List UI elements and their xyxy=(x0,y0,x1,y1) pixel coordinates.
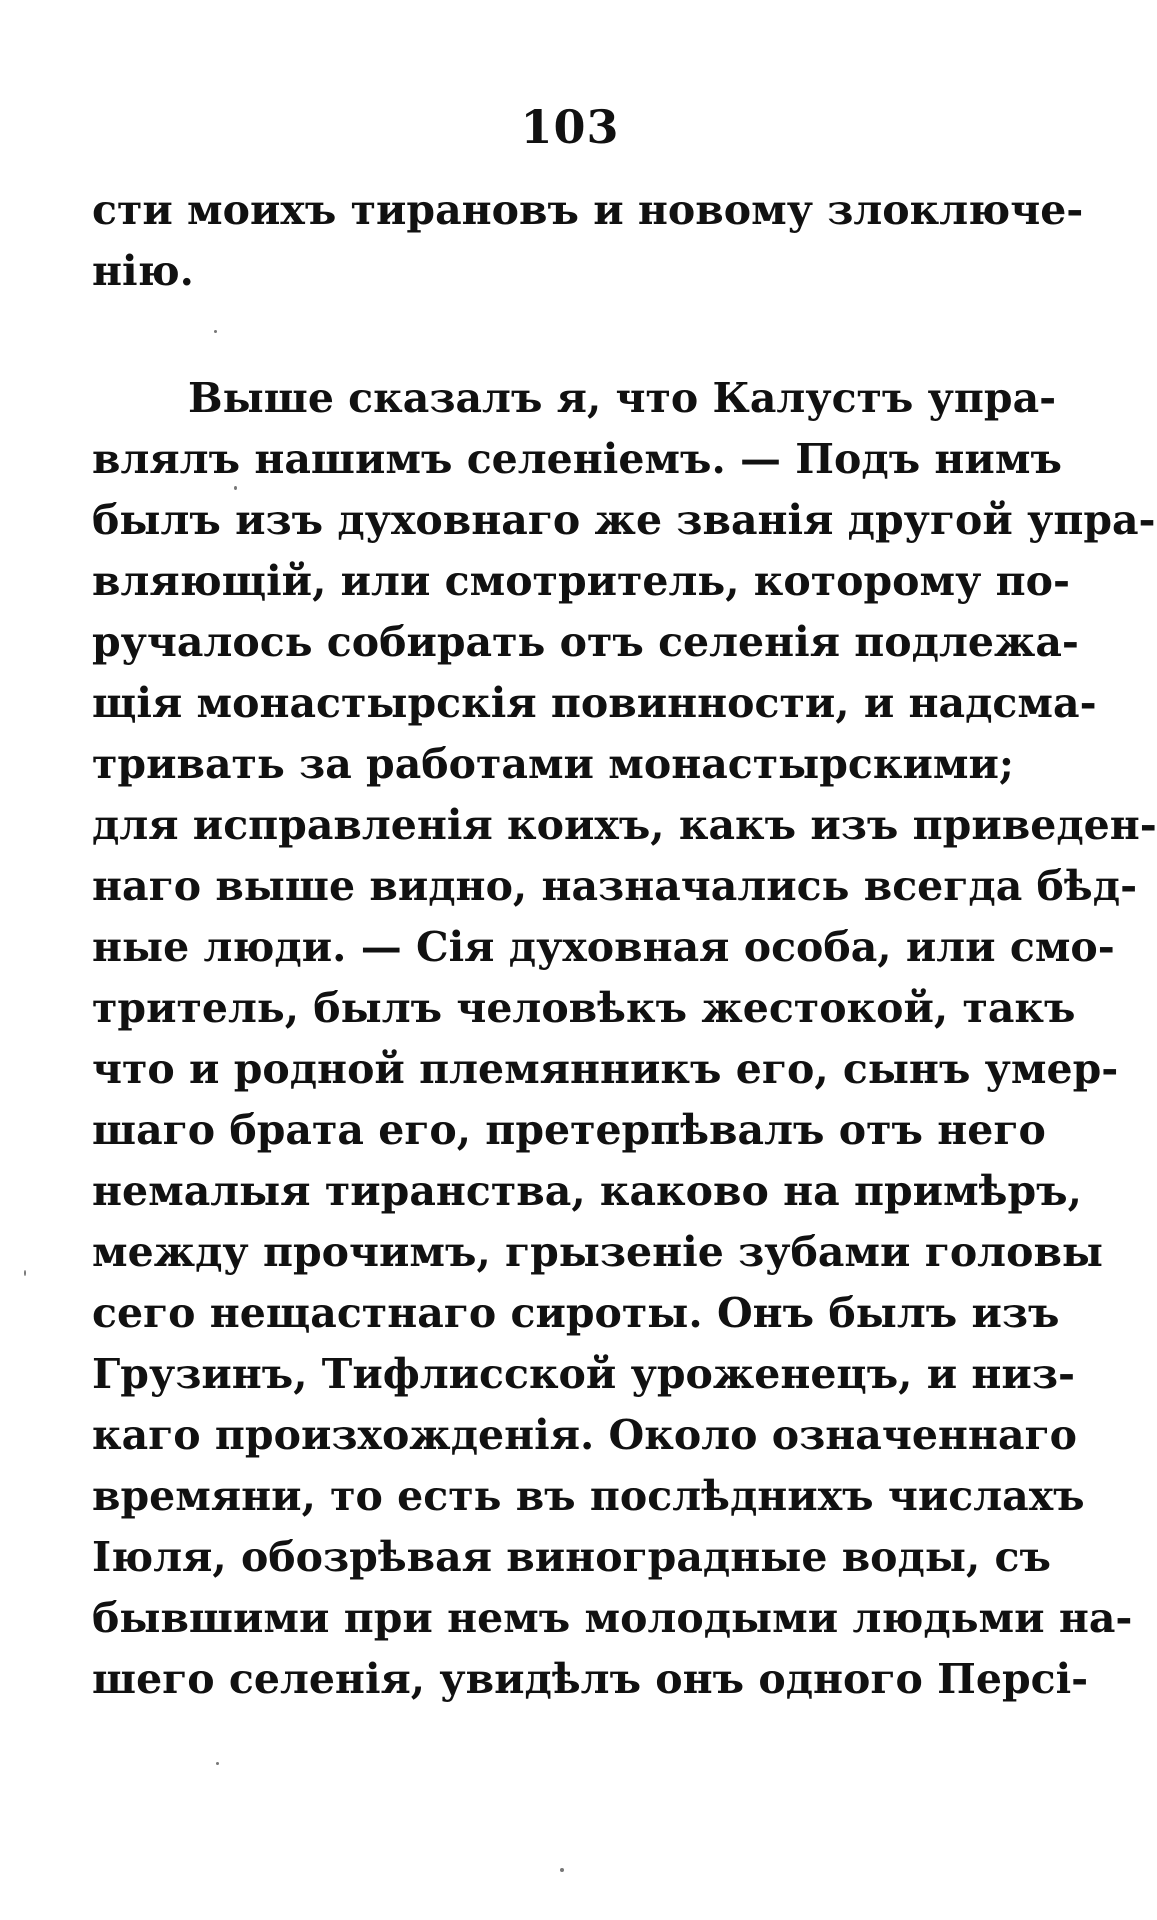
scan-speck xyxy=(24,1270,26,1276)
text-line: сти моихъ тирановъ и новому злоключе- xyxy=(92,186,1084,234)
text-line: нію. xyxy=(92,247,194,295)
text-line: сего нещастнаго сироты. Онъ былъ изъ xyxy=(92,1289,1060,1337)
text-line: ные люди. — Сія духовная особа, или смо- xyxy=(92,923,1115,971)
text-line: наго выше видно, назначались всегда бѣд- xyxy=(92,862,1138,910)
text-line: времяни, то есть въ послѣднихъ числахъ xyxy=(92,1472,1085,1520)
text-line: ручалось собирать отъ селенія подлежа- xyxy=(92,618,1079,666)
scan-speck xyxy=(234,486,237,490)
scan-speck xyxy=(214,330,217,333)
text-line: шего селенія, увидѣлъ онъ одного Персі- xyxy=(92,1655,1089,1703)
text-line: Грузинъ, Тифлисской уроженецъ, и низ- xyxy=(92,1350,1075,1398)
text-line: влялъ нашимъ селеніемъ. — Подъ нимъ xyxy=(92,435,1062,483)
text-line: для исправленія коихъ, какъ изъ приведен- xyxy=(92,801,1157,849)
text-line: каго произхожденія. Около означеннаго xyxy=(92,1411,1077,1459)
text-line: тривать за работами монастырскими; xyxy=(92,740,1015,788)
text-line: вляющій, или смотритель, которому по- xyxy=(92,557,1071,605)
text-line: бывшими при немъ молодыми людьми на- xyxy=(92,1594,1133,1642)
text-line: былъ изъ духовнаго же званія другой упра- xyxy=(92,496,1156,544)
text-line: немалыя тиранства, каково на примѣръ, xyxy=(92,1167,1082,1215)
text-line: шаго брата его, претерпѣвалъ отъ него xyxy=(92,1106,1046,1154)
paragraph-main xyxy=(92,368,1157,1710)
text-line: между прочимъ, грызеніе зубами головы xyxy=(92,1228,1104,1276)
page-number: 103 xyxy=(520,100,620,154)
scan-speck xyxy=(216,1762,219,1765)
text-line: Іюля, обозрѣвая виноградные воды, съ xyxy=(92,1533,1051,1581)
text-line: щія монастырскія повинности, и надсма- xyxy=(92,679,1097,727)
text-line: Выше сказалъ я, что Калустъ упра- xyxy=(188,374,1057,422)
paragraph-continuation xyxy=(92,180,1084,302)
scan-speck xyxy=(560,1868,564,1872)
text-line: тритель, былъ человѣкъ жестокой, такъ xyxy=(92,984,1076,1032)
text-line: что и родной племянникъ его, сынъ умер- xyxy=(92,1045,1119,1093)
